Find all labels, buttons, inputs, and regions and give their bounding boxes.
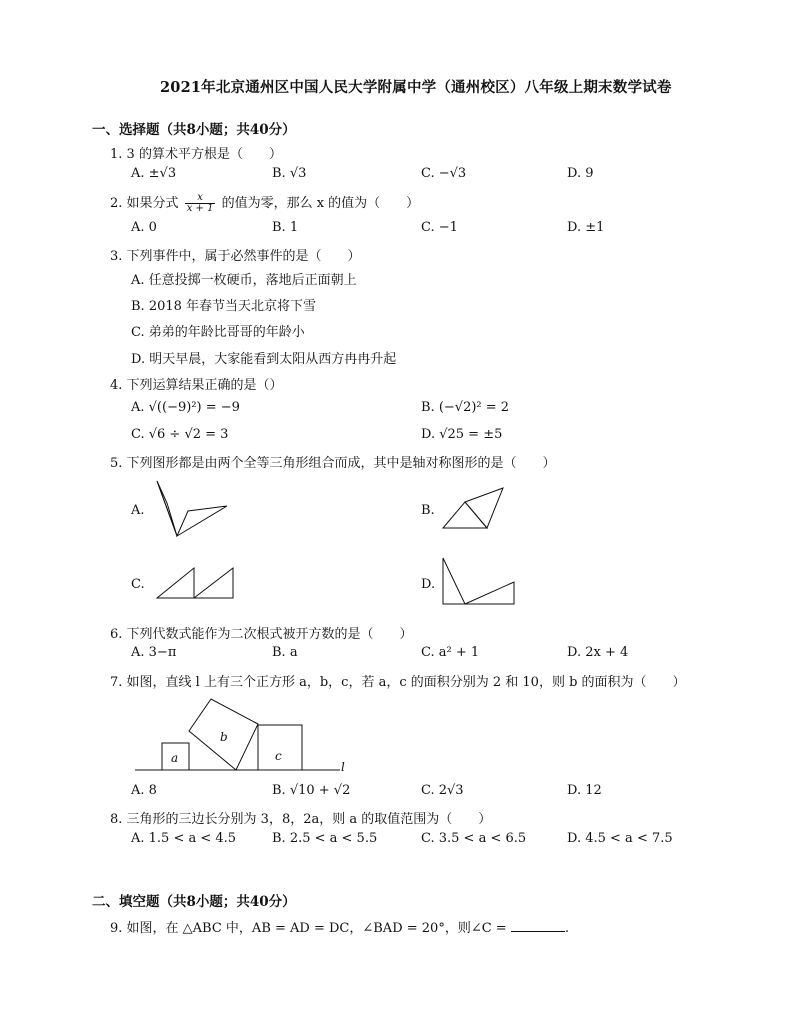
question-4-option-d: D. √25 = ±5 xyxy=(421,427,503,442)
question-2-option-d: D. ±1 xyxy=(567,220,605,235)
question-7-option-c: C. 2√3 xyxy=(421,783,464,798)
question-8-option-a: A. 1.5 < a < 4.5 xyxy=(131,831,237,846)
label-c: c xyxy=(275,749,282,763)
question-9-end: . xyxy=(564,921,569,936)
question-9-stem xyxy=(110,917,569,936)
question-6-option-d: D. 2x + 4 xyxy=(567,645,629,660)
question-5-option-c: C. xyxy=(131,577,145,592)
label-l: l xyxy=(341,760,345,774)
question-2-stem-prefix: 2. 如果分式 xyxy=(110,196,179,211)
question-6-option-a: A. 3−π xyxy=(131,645,177,660)
fraction-denominator: x + 1 xyxy=(186,203,214,214)
question-3-stem: 3. 下列事件中，属于必然事件的是（ ） xyxy=(110,249,361,264)
question-8-option-c: C. 3.5 < a < 6.5 xyxy=(421,831,527,846)
label-b: b xyxy=(220,730,228,744)
question-3-option-b: B. 2018 年春节当天北京将下雪 xyxy=(131,299,317,314)
question-7-option-b: B. √10 + √2 xyxy=(272,783,351,798)
question-6-stem: 6. 下列代数式能作为二次根式被开方数的是（ ） xyxy=(110,627,413,642)
question-5-option-d: D. xyxy=(421,577,436,592)
question-4-option-c: C. √6 ÷ √2 = 3 xyxy=(131,427,229,442)
question-2-stem-suffix: 的值为零，那么 x 的值为（ ） xyxy=(221,196,420,211)
question-1-option-d: D. 9 xyxy=(567,166,594,181)
section-heading-choice: 一、选择题（共8小题；共40分） xyxy=(92,122,296,138)
question-1-option-a: A. ±√3 xyxy=(131,166,177,181)
question-5-option-b: B. xyxy=(421,503,435,518)
square-c xyxy=(258,725,302,770)
question-4-option-b: B. (−√2)² = 2 xyxy=(421,400,510,415)
question-3-option-d: D. 明天早晨，大家能看到太阳从西方冉冉升起 xyxy=(131,352,397,367)
question-2-option-a: A. 0 xyxy=(131,220,157,235)
label-a: a xyxy=(171,751,179,765)
question-1-option-b: B. √3 xyxy=(272,166,307,181)
question-6-option-c: C. a² + 1 xyxy=(421,645,480,660)
question-7-option-d: D. 12 xyxy=(567,783,602,798)
question-3-option-a: A. 任意投掷一枚硬币，落地后正面朝上 xyxy=(131,273,357,288)
question-2-option-c: C. −1 xyxy=(421,220,458,235)
answer-blank[interactable] xyxy=(511,919,565,932)
section-heading-fill: 二、填空题（共8小题；共40分） xyxy=(92,894,296,910)
question-7-stem: 7. 如图，直线 l 上有三个正方形 a，b，c，若 a，c 的面积分别为 2 和 10，则 b 的面积为（ ） xyxy=(110,675,686,690)
question-7-option-a: A. 8 xyxy=(131,783,157,798)
question-4-stem: 4. 下列运算结果正确的是（） xyxy=(110,378,283,393)
question-5-option-a: A. xyxy=(131,503,145,518)
page-title: 2021年北京通州区中国人民大学附属中学（通州校区）八年级上期末数学试卷 xyxy=(160,79,672,96)
question-3-option-c: C. 弟弟的年龄比哥哥的年龄小 xyxy=(131,325,305,340)
question-4-option-a: A. √((−9)²) = −9 xyxy=(131,400,240,415)
question-1-option-c: C. −√3 xyxy=(421,166,467,181)
question-8-option-d: D. 4.5 < a < 7.5 xyxy=(567,831,673,846)
question-8-stem: 8. 三角形的三边长分别为 3，8，2a，则 a 的取值范围为（ ） xyxy=(110,812,492,827)
question-1-stem: 1. 3 的算术平方根是（ ） xyxy=(110,147,282,162)
fraction-numerator: x xyxy=(185,193,216,205)
question-2-option-b: B. 1 xyxy=(272,220,299,235)
question-9-text: 9. 如图，在 △ABC 中，AB = AD = DC，∠BAD = 20°，则∠C = xyxy=(110,921,507,936)
question-5-stem: 5. 下列图形都是由两个全等三角形组合而成，其中是轴对称图形的是（ ） xyxy=(110,456,556,471)
question-8-option-b: B. 2.5 < a < 5.5 xyxy=(272,831,378,846)
question-6-option-b: B. a xyxy=(272,645,298,660)
